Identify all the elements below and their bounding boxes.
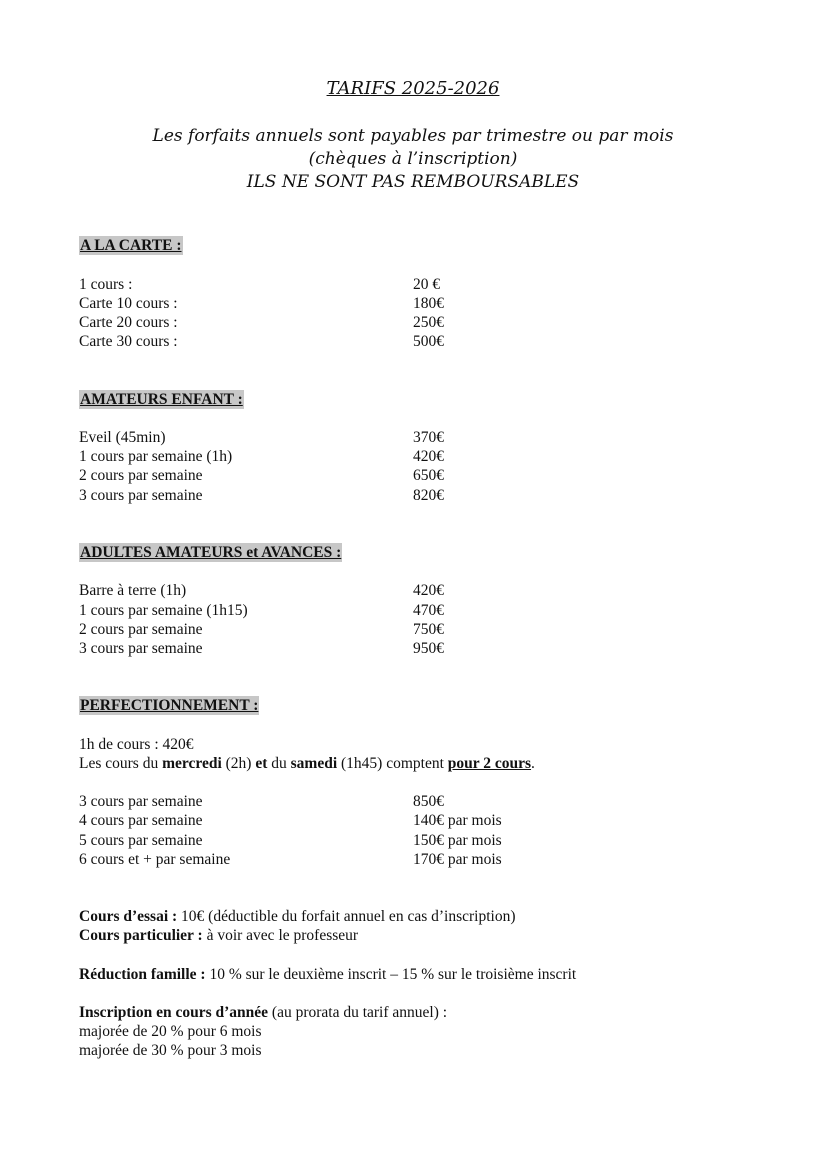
row-label: 5 cours par semaine [79,832,203,849]
perfectionnement-intro: 1h de cours : 420€ [79,736,194,753]
row-label: Carte 20 cours : [79,314,178,331]
row-price: 850€ [413,793,444,810]
row-price: 370€ [413,429,444,446]
row-price: 250€ [413,314,444,331]
note-pour-2-cours: pour 2 cours [447,755,532,772]
note-et: et [255,755,268,772]
cours-particulier: Cours particulier : à voir avec le professeur [79,927,359,944]
price-row [79,811,679,830]
price-row [79,428,679,447]
header-line-payment: Les forfaits annuels sont payables par trimestre ou par mois [152,126,674,146]
page-title: TARIFS 2025-2026 [326,78,500,99]
row-price: 470€ [413,602,444,619]
row-label: 3 cours par semaine [79,640,203,657]
section-title-perfectionnement: PERFECTIONNEMENT : [80,697,259,714]
row-price: 150€ par mois [413,832,502,849]
row-label: 3 cours par semaine [79,487,203,504]
price-row [79,581,679,600]
price-row [79,639,679,658]
majoration-6-mois: majorée de 20 % pour 6 mois [79,1023,262,1040]
reduction-famille: Réduction famille : 10 % sur le deuxième inscrit – 15 % sur le troisième inscrit [79,966,577,983]
price-row [79,850,679,869]
header-line-non-refundable: ILS NE SONT PAS REMBOURSABLES [246,172,580,192]
note-samedi: samedi [290,755,338,772]
row-price: 420€ [413,448,444,465]
row-price: 750€ [413,621,444,638]
section-title-amateurs-enfant: AMATEURS ENFANT : [80,391,243,408]
row-label: 6 cours et + par semaine [79,851,231,868]
row-label: 2 cours par semaine [79,467,203,484]
price-row [79,275,679,294]
price-row [79,313,679,332]
price-row [79,620,679,639]
price-row [79,466,679,485]
row-label: 3 cours par semaine [79,793,203,810]
price-row [79,447,679,466]
majoration-3-mois: majorée de 30 % pour 3 mois [79,1042,262,1059]
row-price: 20 € [413,276,441,293]
row-label: 1 cours par semaine (1h15) [79,602,248,619]
row-label: Eveil (45min) [79,429,166,446]
section-title-adultes: ADULTES AMATEURS et AVANCES : [80,544,342,561]
row-price: 180€ [413,295,444,312]
price-row [79,486,679,505]
note-mercredi: mercredi [162,755,222,772]
price-row [79,831,679,850]
row-label: Carte 10 cours : [79,295,178,312]
row-price: 500€ [413,333,444,350]
price-row [79,332,679,351]
row-price: 950€ [413,640,444,657]
perfectionnement-note: Les cours du mercredi (2h) et du samedi (1h45) comptent pour 2 cours. [79,755,535,772]
header-line-cheques: (chèques à l’inscription) [308,149,518,169]
row-price: 820€ [413,487,444,504]
row-price: 650€ [413,467,444,484]
price-row [79,792,679,811]
row-price: 140€ par mois [413,812,502,829]
row-label: Carte 30 cours : [79,333,178,350]
price-row [79,601,679,620]
row-label: 4 cours par semaine [79,812,203,829]
row-label: 1 cours par semaine (1h) [79,448,233,465]
row-label: 2 cours par semaine [79,621,203,638]
row-label: Barre à terre (1h) [79,582,187,599]
cours-essai: Cours d’essai : 10€ (déductible du forfait annuel en cas d’inscription) [79,908,516,925]
row-price: 420€ [413,582,444,599]
row-label: 1 cours : [79,276,133,293]
price-row [79,294,679,313]
document-header [0,78,826,194]
inscription-en-cours: Inscription en cours d’année (au prorata du tarif annuel) : [79,1004,448,1021]
row-price: 170€ par mois [413,851,502,868]
section-title-a-la-carte: A LA CARTE : [80,237,182,254]
